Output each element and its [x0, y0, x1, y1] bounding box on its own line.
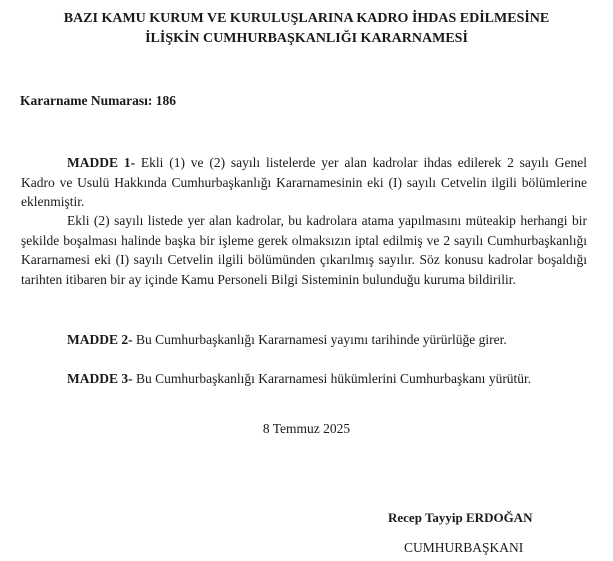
- article-1: [21, 153, 587, 212]
- article-1-continuation: Ekli (2) sayılı listede yer alan kadrolar, bu kadrolara atama yapılmasını müteakip herhangi bir şekilde boşalması halinde başka bir işleme gerek olmaksızın iptal edilmiş ve 2 sayılı Cumhurbaşkanlığı Kararnamesi eki (I) sayılı Cetvelin ilgili bölümünden çıkarılmış sayılır. Söz konusu kadrolar boşaldığı tarihten itibaren bir ay içinde Kamu Personeli Bilgi Sisteminin bulunduğu kuruma bildirilir.: [21, 213, 587, 287]
- article-2: [67, 330, 607, 350]
- article-3: [67, 369, 607, 389]
- article-2-text: Bu Cumhurbaşkanlığı Kararnamesi yayımı tarihinde yürürlüğe girer.: [132, 332, 507, 347]
- document-title: [0, 9, 613, 49]
- decree-number: Kararname Numarası: 186: [20, 93, 176, 108]
- signer-name: Recep Tayyip ERDOĞAN: [388, 510, 533, 525]
- signer-title: CUMHURBAŞKANI: [404, 540, 524, 555]
- title-line-1: BAZI KAMU KURUM VE KURULUŞLARINA KADRO İHDAS EDİLMESİNE: [63, 11, 550, 26]
- article-3-label: MADDE 3-: [67, 371, 133, 386]
- article-3-text: Bu Cumhurbaşkanlığı Kararnamesi hükümlerini Cumhurbaşkanı yürütür.: [132, 371, 532, 386]
- decree-date: 8 Temmuz 2025: [262, 421, 351, 436]
- article-1-text: Ekli (1) ve (2) sayılı listelerde yer alan kadrolar ihdas edilerek 2 sayılı Genel Kadro ve Usulü Hakkında Cumhurbaşkanlığı Kararnamesinin eki (I) sayılı Cetvelin ilgili bölümlerine eklenmiştir.: [21, 155, 587, 209]
- article-1-label: MADDE 1-: [67, 155, 136, 170]
- article-2-label: MADDE 2-: [67, 332, 133, 347]
- title-line-2: İLİŞKİN CUMHURBAŞKANLIĞI KARARNAMESİ: [145, 31, 468, 46]
